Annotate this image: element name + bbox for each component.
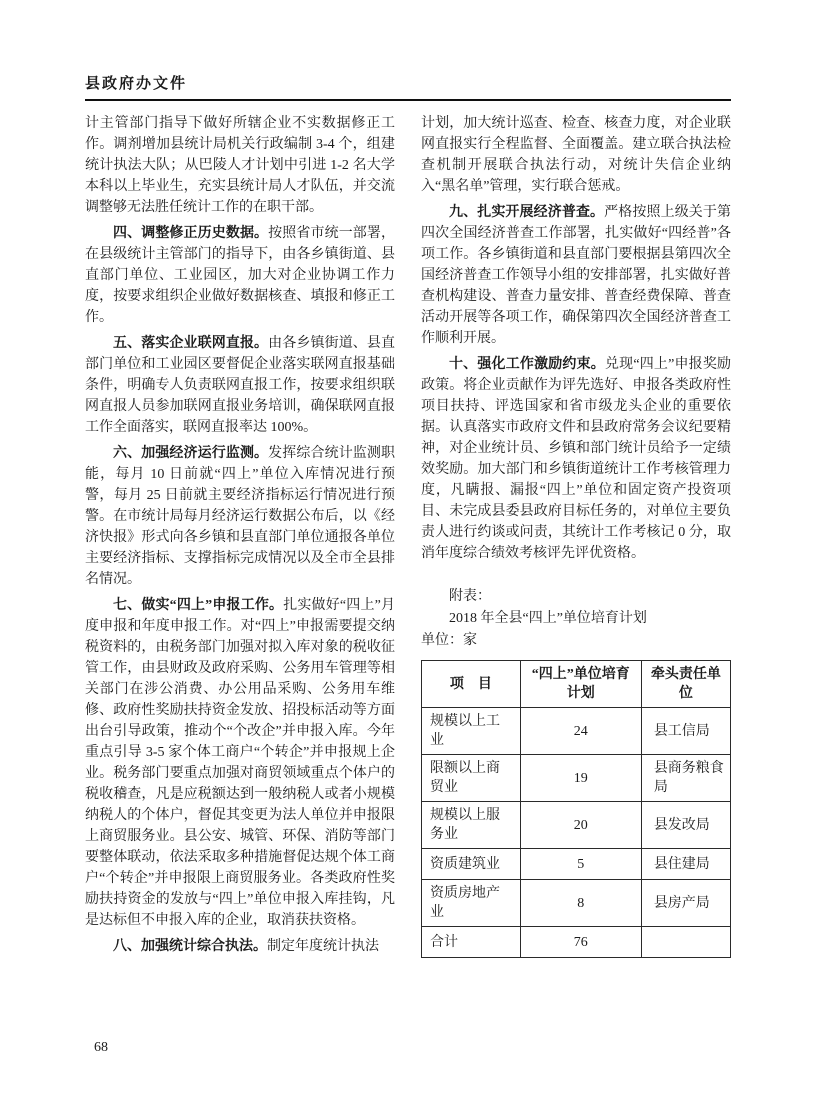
- cell-item: 资质房地产业: [422, 880, 521, 927]
- paragraph-continuation: [85, 113, 395, 218]
- paragraph-text: 兑现“四上”申报奖励政策。将企业贡献作为评先选好、申报各类政府性项目扶持、评选国家和省市级龙头企业的重要依据。认真落实市政府文件和县政府常务会议纪要精神，对企业统计员、乡镇和部门统计员给予一定绩效奖励。加大部门和乡镇街道统计工作考核管理力度，凡瞒报、漏报“四上”单位和固定资产投资项目、未完成县委县政府目标任务的，对单位主要负责人进行约谈或问责，其统计工作考核记 0 分，取消年度综合绩效考核评先评优资格。: [421, 357, 731, 561]
- paragraph-text: 计划，加大统计巡查、检查、核查力度，对企业联网直报实行全程监督、全面覆盖。建立联合执法检查机制开展联合执法行动，对统计失信企业纳入“黑名单”管理，实行联合惩戒。: [421, 116, 731, 194]
- header-title: 县政府办文件: [85, 76, 188, 92]
- paragraph-text: 发挥综合统计监测职能，每月 10 日前就“四上”单位入库情况进行预警，每月 25 日前就主要经济指标运行情况进行预警。在市统计局每月经济运行数据公布后，以《经济快报》形式向各乡镇和县直部门单位通报各单位主要经济指标、支撑指标完成情况以及全市全县排名情况。: [85, 446, 396, 587]
- cell-item: 限额以上商贸业: [422, 755, 521, 802]
- cell-plan: 20: [520, 802, 641, 849]
- cultivation-plan-table: [421, 660, 731, 958]
- table-row: [422, 708, 731, 755]
- section-heading: 四、调整修正历史数据。: [113, 226, 269, 241]
- paragraph-section-10: [421, 354, 731, 564]
- cell-lead-unit: 县发改局: [641, 802, 730, 849]
- section-heading: 六、加强经济运行监测。: [113, 446, 269, 461]
- paragraph-text: 按照省市统一部署，在县级统计主管部门的指导下，由各乡镇街道、县直部门单位、工业园区，加大对企业协调工作力度，按要求组织企业做好数据核查、填报和修正工作。: [85, 226, 396, 325]
- table-row: [422, 849, 731, 880]
- table-body: [422, 708, 731, 958]
- left-column: [85, 113, 395, 962]
- page-number: 68: [94, 1040, 108, 1055]
- paragraph-section-9: [421, 202, 731, 349]
- table-row: [422, 802, 731, 849]
- paragraph-text: 制定年度统计执法: [267, 939, 379, 954]
- table-header: [422, 661, 731, 708]
- header-cell-plan: “四上”单位培育计划: [520, 661, 641, 708]
- paragraph-section-4: [85, 223, 395, 328]
- attachment-section: [421, 586, 731, 958]
- attachment-unit-label: 单位：家: [421, 633, 477, 648]
- paragraph-text: 由各乡镇街道、县直部门单位和工业园区要督促企业落实联网直报基础条件，明确专人负责联网直报工作，按要求组织联网直报人员参加联网直报业务培训，确保联网直报工作全面落实，联网直报率达 100%。: [85, 336, 396, 435]
- paragraph-section-6: [85, 443, 395, 590]
- attachment-title: 2018 年全县“四上”单位培育计划: [449, 611, 647, 626]
- cell-item-total: 合计: [422, 927, 521, 958]
- cell-lead-unit: 县工信局: [641, 708, 730, 755]
- cell-lead-unit: 县房产局: [641, 880, 730, 927]
- attachment-label: 附表：: [449, 589, 491, 604]
- section-heading: 九、扎实开展经济普查。: [449, 205, 605, 220]
- paragraph-section-5: [85, 333, 395, 438]
- table-row: [422, 755, 731, 802]
- header-rule-divider: [85, 99, 731, 101]
- cell-plan: 19: [520, 755, 641, 802]
- cell-lead-unit: 县住建局: [641, 849, 730, 880]
- paragraph-section-8: [85, 936, 395, 957]
- cell-plan: 8: [520, 880, 641, 927]
- section-heading: 五、落实企业联网直报。: [113, 336, 269, 351]
- section-heading: 十、强化工作激励约束。: [449, 357, 605, 372]
- header-cell-lead-unit: 牵头责任单位: [641, 661, 730, 708]
- cell-plan: 24: [520, 708, 641, 755]
- right-column: [421, 113, 731, 962]
- cell-lead-unit: 县商务粮食局: [641, 755, 730, 802]
- cell-plan-total: 76: [520, 927, 641, 958]
- paragraph-continuation: [421, 113, 731, 197]
- header-cell-item: 项 目: [422, 661, 521, 708]
- table-row: [422, 880, 731, 927]
- paragraph-text: 严格按照上级关于第四次全国经济普查工作部署，扎实做好“四经普”各项工作。各乡镇街道和县直部门要根据县第四次全国经济普查工作领导小组的安排部署，扎实做好普查机构建设、普查力量安排、普查经费保障、普查活动开展等各项工作，确保第四次全国经济普查工作顺利开展。: [421, 205, 732, 346]
- section-heading: 七、做实“四上”申报工作。: [113, 598, 284, 613]
- table-row-total: [422, 927, 731, 958]
- cell-plan: 5: [520, 849, 641, 880]
- table-header-row: [422, 661, 731, 708]
- cell-item: 规模以上工业: [422, 708, 521, 755]
- cell-lead-unit-total: [641, 927, 730, 958]
- paragraph-section-7: [85, 595, 395, 931]
- paragraph-text: 扎实做好“四上”月度申报和年度申报工作。对“四上”申报需要提交纳税资料的，由税务部门加强对拟入库对象的税收征管工作，由县财政及政府采购、公务用车管理等相关部门在涉公消费、办公用品采购、公务用车维修、政府性奖励扶持资金发放、招投标活动等方面出台引导政策，推动个“个改企”并申报入库。今年重点引导 3-5 家个体工商户“个转企”并申报规上企业。税务部门要重点加强对商贸领域重点个体户的税收稽查，凡是应税额达到一般纳税人或者小规模纳税人的个体户，督促其变更为法人单位并申报限上商贸服务业。县公安、城管、环保、消防等部门要整体联动，依法采取多种措施督促达规个体工商户“个转企”并申报限上商贸服务业。各类政府性奖励扶持资金的发放与“四上”单位申报入库挂钩，凡是达标但不申报入库的企业，取消获扶资格。: [85, 598, 396, 928]
- section-heading: 八、加强统计综合执法。: [113, 939, 267, 954]
- paragraph-text: 计主管部门指导下做好所辖企业不实数据修正工作。调剂增加县统计局机关行政编制 3-4 个，组建统计执法大队；从巴陵人才计划中引进 1-2 名大学本科以上毕业生，充实县统计局人才队伍，并交流调整够无法胜任统计工作的在职干部。: [85, 116, 395, 215]
- cell-item: 资质建筑业: [422, 849, 521, 880]
- cell-item: 规模以上服务业: [422, 802, 521, 849]
- two-column-body: [85, 113, 731, 962]
